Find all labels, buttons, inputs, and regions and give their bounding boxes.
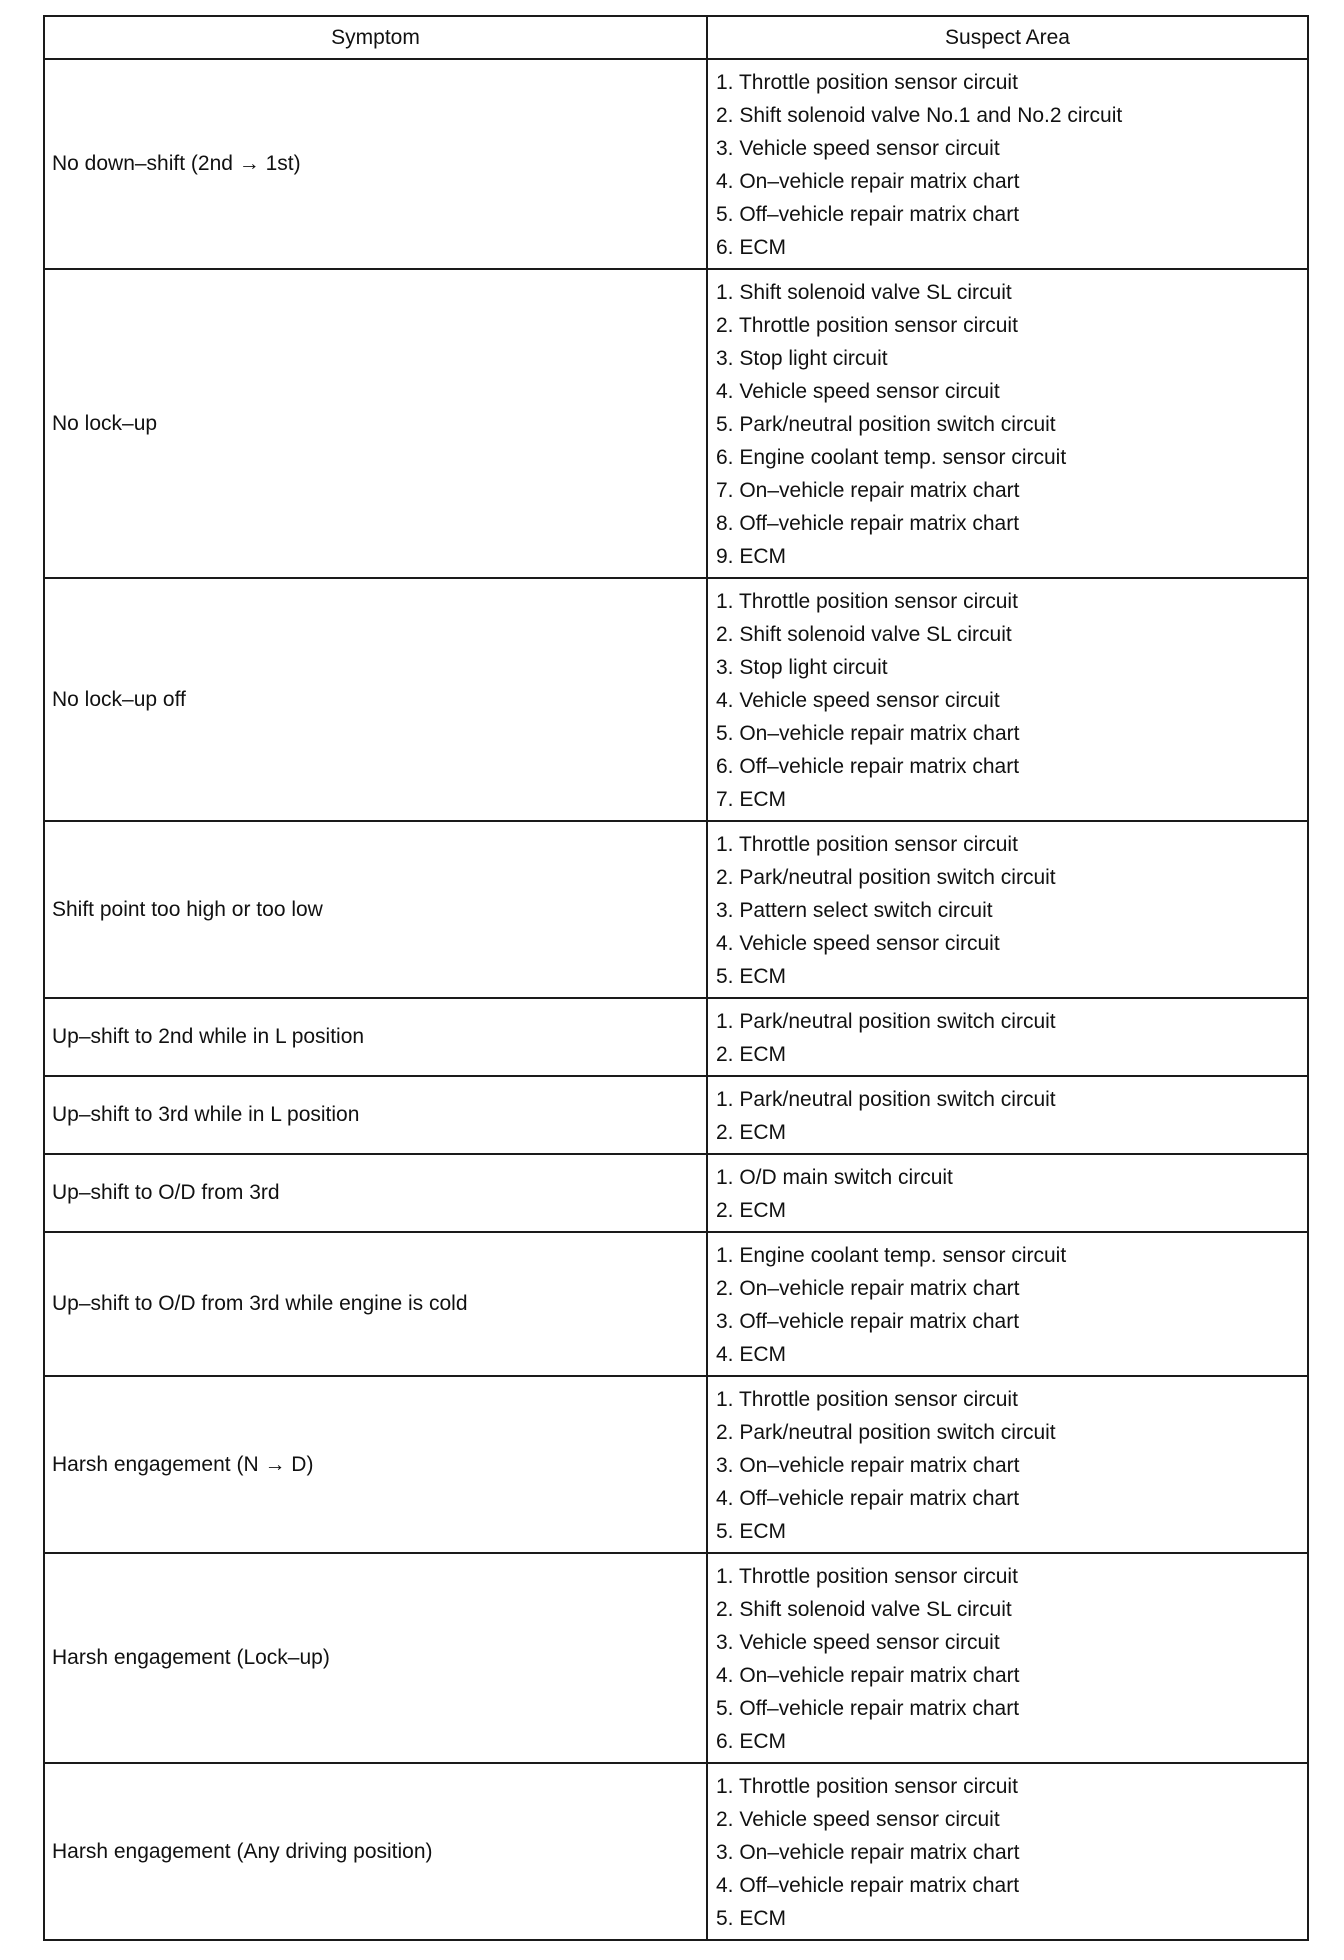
- suspect-item: 8. Off–vehicle repair matrix chart: [716, 512, 1020, 535]
- table-row: [44, 998, 1308, 1076]
- suspect-item: 5. ECM: [716, 1520, 787, 1543]
- suspect-item: 1. Throttle position sensor circuit: [716, 1565, 1018, 1588]
- suspect-item: 5. Off–vehicle repair matrix chart: [716, 203, 1020, 226]
- symptom-cell: Harsh engagement (N → D): [44, 1376, 707, 1553]
- suspect-area-column-header: Suspect Area: [707, 16, 1308, 59]
- suspect-item: 3. Off–vehicle repair matrix chart: [716, 1310, 1020, 1333]
- suspect-list: [716, 828, 1307, 993]
- symptom-column-header: Symptom: [44, 16, 707, 59]
- table-row: [44, 1763, 1308, 1940]
- suspect-list: [716, 66, 1307, 264]
- suspect-area-cell: [707, 1763, 1308, 1940]
- suspect-item: 4. Vehicle speed sensor circuit: [716, 932, 1000, 955]
- suspect-item: 2. ECM: [716, 1121, 787, 1144]
- suspect-item: 4. ECM: [716, 1343, 787, 1366]
- suspect-item: 7. On–vehicle repair matrix chart: [716, 479, 1020, 502]
- suspect-item: 2. Shift solenoid valve No.1 and No.2 circuit: [716, 104, 1123, 127]
- suspect-item: 5. ECM: [716, 1907, 787, 1930]
- suspect-item: 2. On–vehicle repair matrix chart: [716, 1277, 1020, 1300]
- suspect-item: 6. ECM: [716, 236, 787, 259]
- suspect-item: 2. Park/neutral position switch circuit: [716, 866, 1056, 889]
- table-row: [44, 578, 1308, 821]
- table-row: [44, 1232, 1308, 1376]
- suspect-item: 6. ECM: [716, 1730, 787, 1753]
- suspect-item: 4. On–vehicle repair matrix chart: [716, 1664, 1020, 1687]
- suspect-item: 2. Throttle position sensor circuit: [716, 314, 1018, 337]
- suspect-item: 1. Engine coolant temp. sensor circuit: [716, 1244, 1067, 1267]
- suspect-item: 2. Shift solenoid valve SL circuit: [716, 623, 1012, 646]
- suspect-list: [716, 1383, 1307, 1548]
- suspect-list: [716, 1083, 1307, 1149]
- suspect-item: 7. ECM: [716, 788, 787, 811]
- suspect-item: 3. On–vehicle repair matrix chart: [716, 1841, 1020, 1864]
- symptom-cell: Up–shift to O/D from 3rd: [44, 1154, 707, 1232]
- suspect-item: 2. ECM: [716, 1199, 787, 1222]
- suspect-item: 9. ECM: [716, 545, 787, 568]
- symptom-cell: Up–shift to O/D from 3rd while engine is cold: [44, 1232, 707, 1376]
- suspect-area-cell: [707, 1154, 1308, 1232]
- table-row: [44, 821, 1308, 998]
- suspect-area-cell: [707, 998, 1308, 1076]
- suspect-area-cell: [707, 821, 1308, 998]
- suspect-list: [716, 1239, 1307, 1371]
- suspect-list: [716, 1005, 1307, 1071]
- suspect-item: 1. O/D main switch circuit: [716, 1166, 953, 1189]
- suspect-item: 2. Shift solenoid valve SL circuit: [716, 1598, 1012, 1621]
- suspect-item: 1. Throttle position sensor circuit: [716, 71, 1018, 94]
- table-header-row: [44, 16, 1308, 59]
- suspect-item: 1. Park/neutral position switch circuit: [716, 1088, 1056, 1111]
- symptom-cell: No lock–up off: [44, 578, 707, 821]
- suspect-item: 2. Park/neutral position switch circuit: [716, 1421, 1056, 1444]
- suspect-item: 5. Park/neutral position switch circuit: [716, 413, 1056, 436]
- suspect-item: 3. Vehicle speed sensor circuit: [716, 137, 1000, 160]
- table-row: [44, 269, 1308, 578]
- suspect-item: 3. Pattern select switch circuit: [716, 899, 993, 922]
- suspect-item: 4. Off–vehicle repair matrix chart: [716, 1487, 1020, 1510]
- suspect-list: [716, 1161, 1307, 1227]
- suspect-list: [716, 1770, 1307, 1935]
- suspect-item: 5. ECM: [716, 965, 787, 988]
- suspect-item: 4. Vehicle speed sensor circuit: [716, 380, 1000, 403]
- suspect-item: 5. On–vehicle repair matrix chart: [716, 722, 1020, 745]
- table-row: [44, 1376, 1308, 1553]
- suspect-item: 4. Off–vehicle repair matrix chart: [716, 1874, 1020, 1897]
- suspect-list: [716, 276, 1307, 573]
- suspect-area-cell: [707, 578, 1308, 821]
- symptom-table: [43, 15, 1309, 1941]
- symptom-cell: Harsh engagement (Lock–up): [44, 1553, 707, 1763]
- suspect-item: 3. Vehicle speed sensor circuit: [716, 1631, 1000, 1654]
- suspect-item: 3. On–vehicle repair matrix chart: [716, 1454, 1020, 1477]
- suspect-item: 4. Vehicle speed sensor circuit: [716, 689, 1000, 712]
- suspect-item: 2. ECM: [716, 1043, 787, 1066]
- suspect-area-cell: [707, 269, 1308, 578]
- suspect-item: 1. Throttle position sensor circuit: [716, 1775, 1018, 1798]
- suspect-area-cell: [707, 1232, 1308, 1376]
- suspect-item: 1. Shift solenoid valve SL circuit: [716, 281, 1012, 304]
- symptom-cell: Up–shift to 3rd while in L position: [44, 1076, 707, 1154]
- suspect-item: 1. Throttle position sensor circuit: [716, 833, 1018, 856]
- symptom-cell: Harsh engagement (Any driving position): [44, 1763, 707, 1940]
- suspect-item: 2. Vehicle speed sensor circuit: [716, 1808, 1000, 1831]
- suspect-item: 4. On–vehicle repair matrix chart: [716, 170, 1020, 193]
- suspect-item: 1. Throttle position sensor circuit: [716, 590, 1018, 613]
- suspect-item: 3. Stop light circuit: [716, 656, 888, 679]
- suspect-item: 1. Park/neutral position switch circuit: [716, 1010, 1056, 1033]
- suspect-item: 3. Stop light circuit: [716, 347, 888, 370]
- suspect-area-cell: [707, 59, 1308, 269]
- symptom-cell: No down–shift (2nd → 1st): [44, 59, 707, 269]
- table-row: [44, 1154, 1308, 1232]
- suspect-list: [716, 1560, 1307, 1758]
- table-row: [44, 59, 1308, 269]
- symptom-cell: Shift point too high or too low: [44, 821, 707, 998]
- suspect-list: [716, 585, 1307, 816]
- suspect-area-cell: [707, 1376, 1308, 1553]
- suspect-area-cell: [707, 1553, 1308, 1763]
- symptom-cell: Up–shift to 2nd while in L position: [44, 998, 707, 1076]
- table-body: [44, 59, 1308, 1940]
- suspect-item: 6. Engine coolant temp. sensor circuit: [716, 446, 1067, 469]
- table-row: [44, 1076, 1308, 1154]
- suspect-item: 5. Off–vehicle repair matrix chart: [716, 1697, 1020, 1720]
- suspect-item: 6. Off–vehicle repair matrix chart: [716, 755, 1020, 778]
- suspect-item: 1. Throttle position sensor circuit: [716, 1388, 1018, 1411]
- table-row: [44, 1553, 1308, 1763]
- suspect-area-cell: [707, 1076, 1308, 1154]
- symptom-cell: No lock–up: [44, 269, 707, 578]
